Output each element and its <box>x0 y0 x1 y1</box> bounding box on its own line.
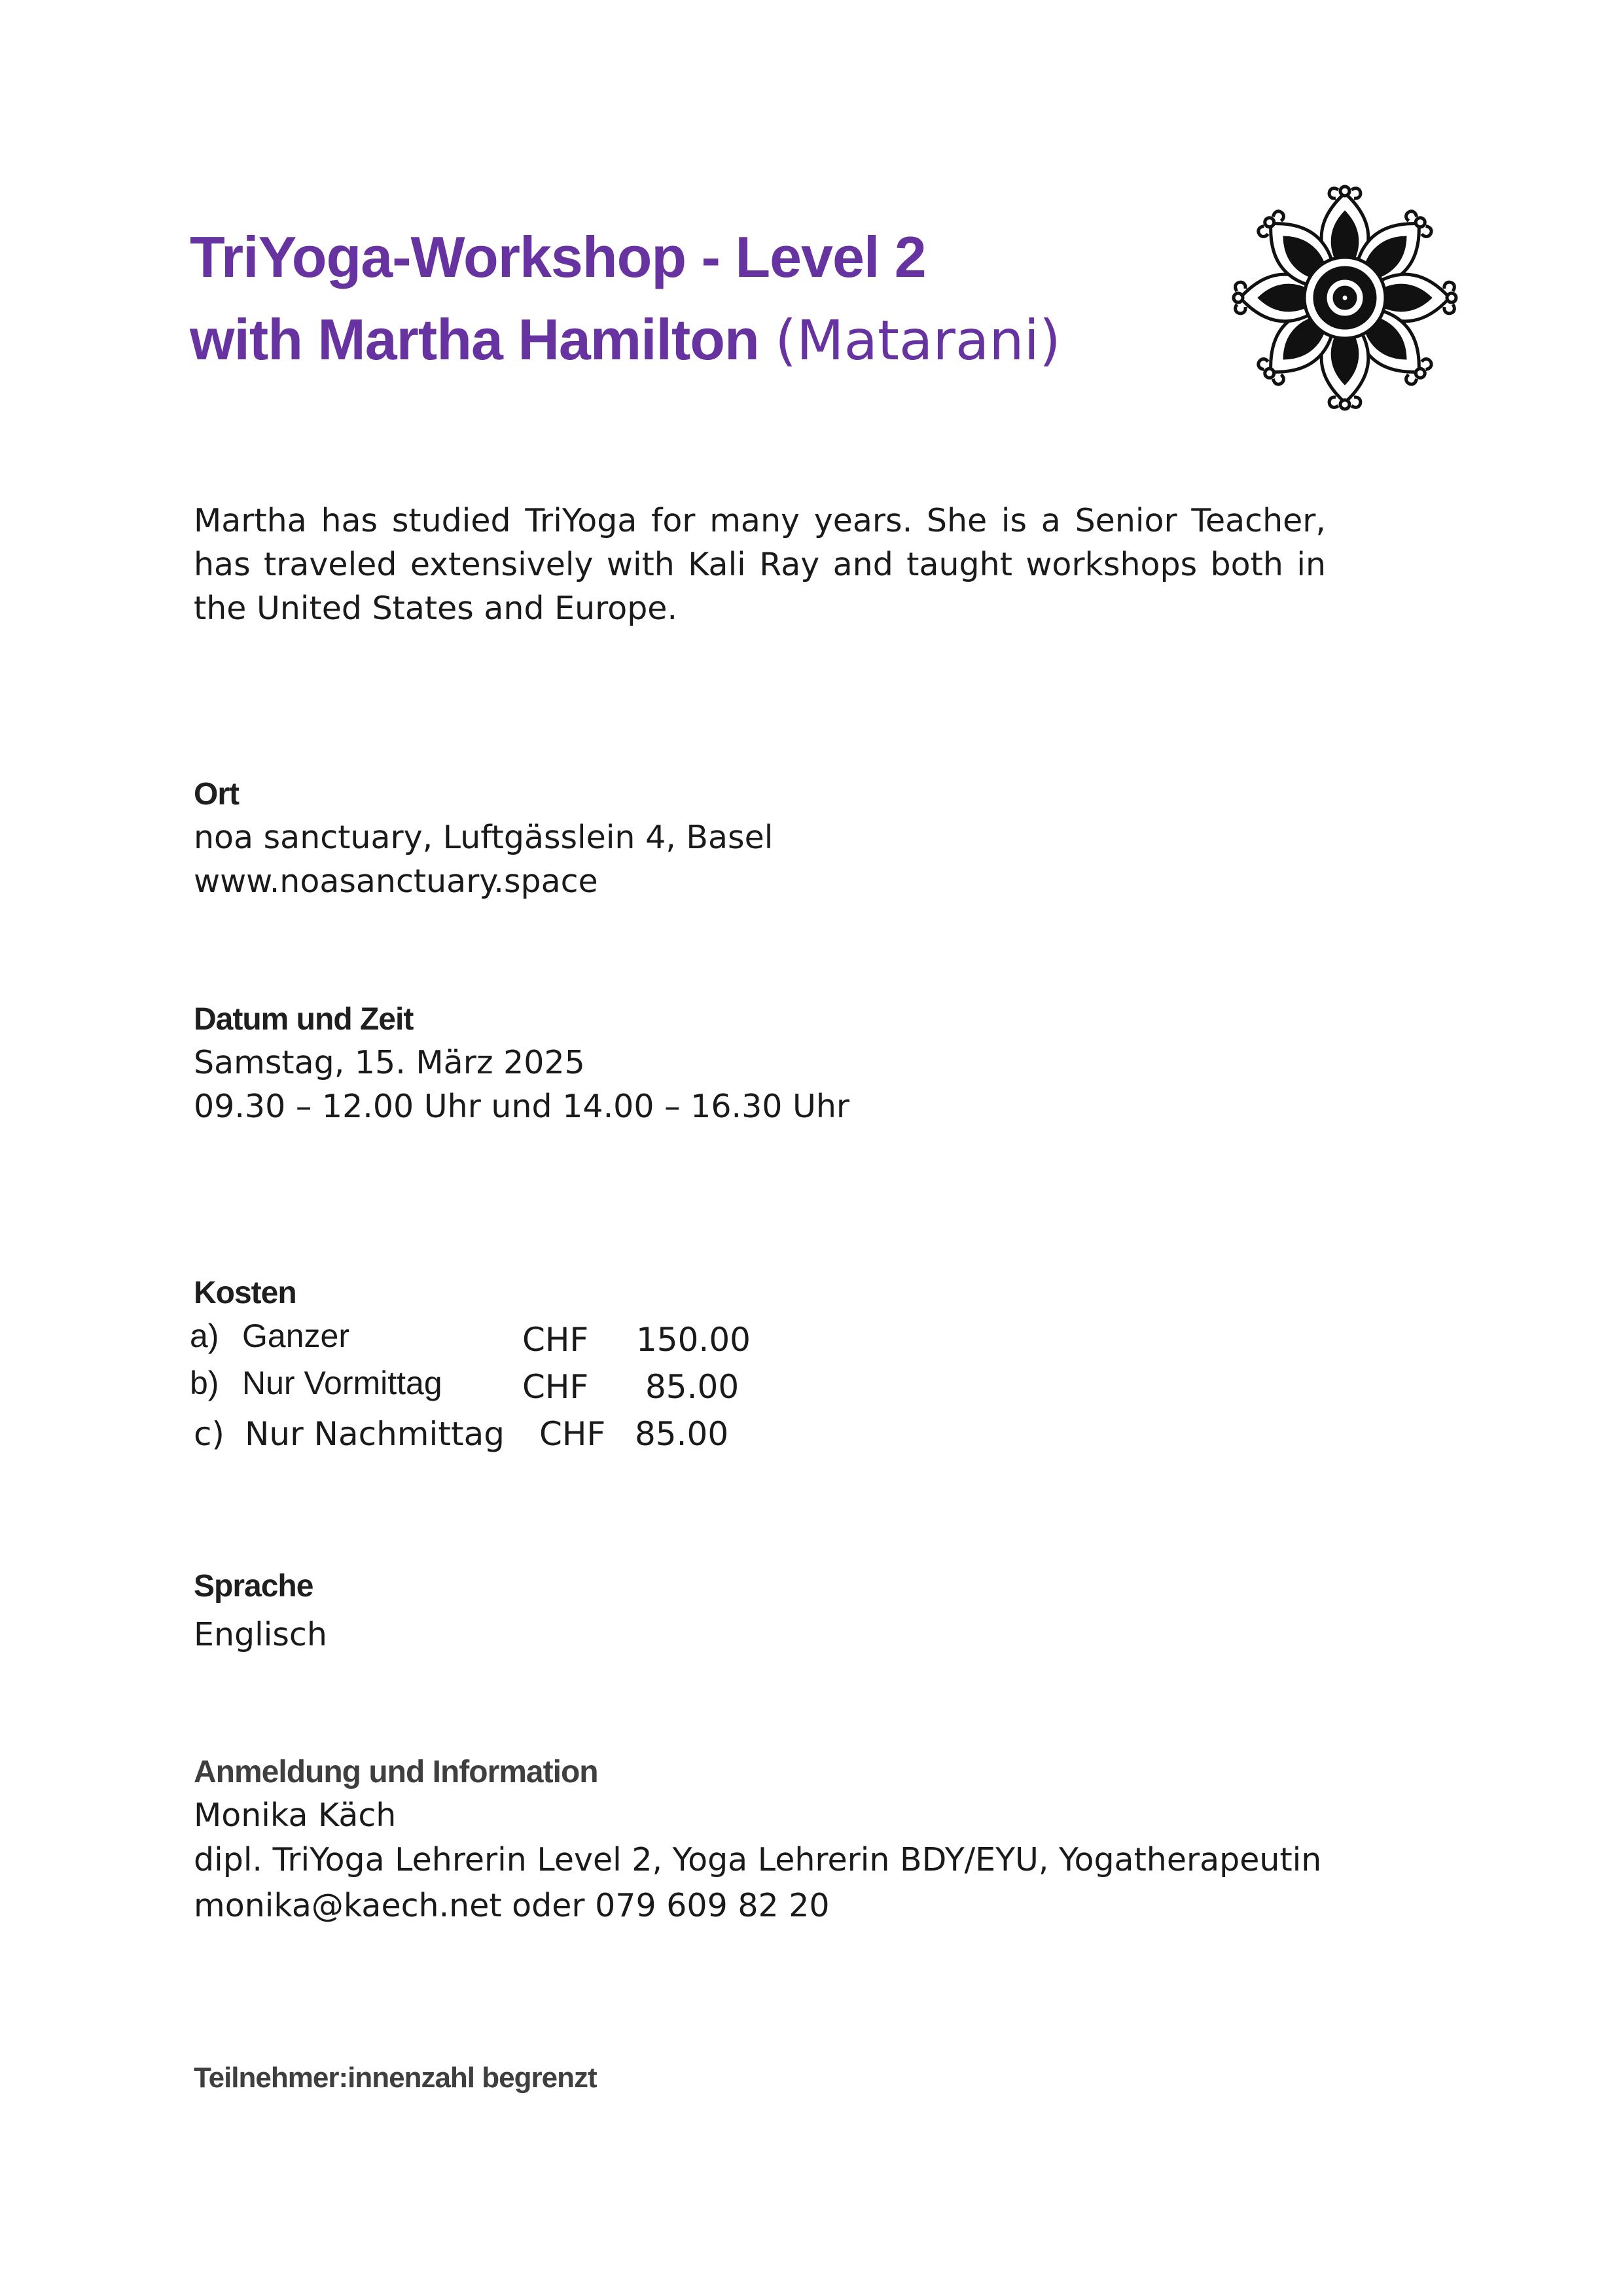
ort-heading: Ort <box>194 777 239 812</box>
event-date: Samstag, 15. März 2025 <box>194 1044 585 1081</box>
cost-marker: a) <box>190 1318 219 1354</box>
cost-amount: 85.00 <box>635 1415 729 1453</box>
cost-name: Nur Nachmittag <box>245 1415 505 1453</box>
contact-details: monika@kaech.net oder 079 609 82 20 <box>194 1887 830 1924</box>
venue-website: www.noasanctuary.space <box>194 863 598 900</box>
sprache-heading: Sprache <box>194 1569 313 1604</box>
cost-name: Ganzer <box>242 1318 349 1354</box>
title-teacher-alias: (Matarani) <box>775 308 1061 372</box>
cost-marker: c) <box>194 1415 224 1453</box>
kosten-heading: Kosten <box>194 1276 296 1310</box>
cost-currency: CHF <box>539 1415 606 1453</box>
venue-address: noa sanctuary, Luftgässlein 4, Basel <box>194 819 774 856</box>
event-time: 09.30 – 12.00 Uhr und 14.00 – 16.30 Uhr <box>194 1088 850 1125</box>
intro-paragraph: Martha has studied TriYoga for many years. She is a Senior Teacher, has traveled extensively with Kali Ray and taught workshops both in the United States and Europe. <box>194 502 1326 627</box>
participant-limit-note: Teilnehmer:innenzahl begrenzt <box>194 2062 597 2094</box>
cost-amount: 85.00 <box>645 1368 740 1406</box>
page-title <box>190 216 1061 382</box>
cost-amount: 150.00 <box>636 1321 751 1359</box>
cost-currency: CHF <box>522 1321 589 1359</box>
title-line-1: TriYoga-Workshop - Level 2 <box>190 224 926 289</box>
mandala-flower-icon <box>1230 183 1459 412</box>
cost-name: Nur Vormittag <box>242 1365 442 1401</box>
cost-marker: b) <box>190 1365 219 1401</box>
anmeldung-heading: Anmeldung und Information <box>194 1755 598 1789</box>
contact-name: Monika Käch <box>194 1797 397 1834</box>
language-value: Englisch <box>194 1616 327 1653</box>
contact-qualification: dipl. TriYoga Lehrerin Level 2, Yoga Lehrerin BDY/EYU, Yogatherapeutin <box>194 1841 1322 1878</box>
datum-heading: Datum und Zeit <box>194 1002 414 1037</box>
cost-currency: CHF <box>522 1368 589 1406</box>
title-teacher-name: with Martha Hamilton <box>190 307 759 372</box>
